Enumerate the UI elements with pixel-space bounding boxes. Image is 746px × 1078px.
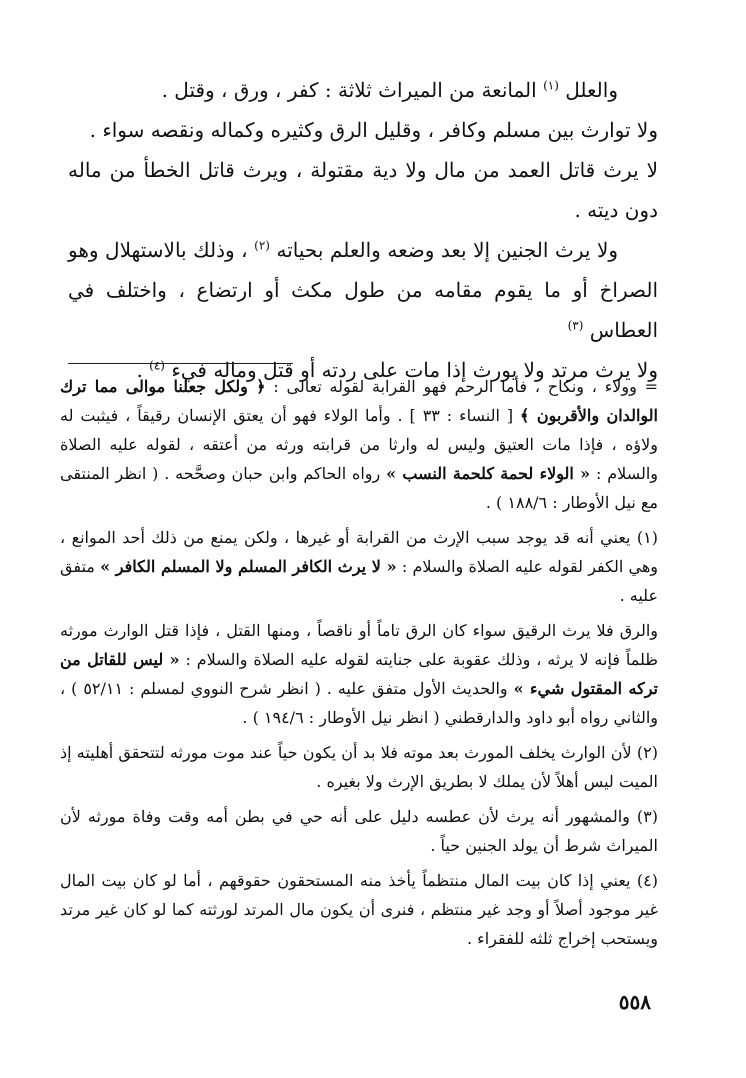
footnote-1: (١) يعني أنه قد يوجد سبب الإرث من القرابة أو غيرها ، ولكن يمنع من ذلك أحد الموانع ، وهي الكفر لقوله عليه الصلاة والسلام : « لا يرث الكافر المسلم ولا المسلم الكافر » متفق عليه . xyxy=(60,528,659,605)
footnote-ref-4: (٤) xyxy=(149,358,165,373)
footnote-divider xyxy=(68,363,293,364)
main-paragraph-5: ولا يرث مرتد ولا يورث إذا مات على ردته أو قتل وماله فيء $^{(٤)}$ . xyxy=(136,358,658,382)
footnotes xyxy=(60,372,658,959)
footnote-ref-3: (٣) xyxy=(567,318,584,333)
main-paragraph-1: والعلل $^{(١)}$ المانعة من الميراث ثلاثة : كفر ، ورق ، وقتل . xyxy=(161,78,618,102)
footnote-1-continued: والرق فلا يرث الرقيق سواء كان الرق تاماً أو ناقصاً ، ومنها القتل ، فإذا قتل الوارث مورثه ظلماً فإنه لا يرثه ، وذلك عقوبة على جنايته لقوله عليه الصلاة والسلام : « ليس للقاتل من تركه المقتول شيء » والحديث الأول متفق عليه . ( انظر شرح النووي لمسلم : ٥٢/١١ ) ، والثاني رواه أبو داود والدارقطني ( انظر نيل الأوطار : ١٩٤/٦ ) . xyxy=(60,621,659,727)
hadith-quote: « الولاء لحمة كلحمة النسب » xyxy=(386,464,591,483)
hadith-quote: « ليس للقاتل من تركه المقتول شيء » xyxy=(60,650,659,698)
footnote-2: (٢) لأن الوارث يخلف المورث بعد موته فلا بد أن يكون حياً عند موت مورثه لتتحقق أهليته إذ الميت ليس أهلاً لأن يملك لا بطريق الإرث ولا بغيره . xyxy=(60,743,658,791)
page-number: ٥٥٨ xyxy=(618,990,651,1014)
footnote-ref-2: (٢) xyxy=(254,238,270,253)
footnote-4: (٤) يعني إذا كان بيت المال منتظماً يأخذ منه المستحقون حقوقهم ، أما لو كان بيت المال غير موجود أصلاً أو وجد غير منتظم ، فنرى أن يكون مال المرتد لورثته كما لو كان غير مرتد ويستحب إخراج ثلثه للفقراء . xyxy=(60,871,658,948)
main-paragraph-3: لا يرث قاتل العمد من مال ولا دية مقتولة ، ويرث قاتل الخطأ من ماله دون ديته . xyxy=(68,158,658,222)
quran-verse: ﴿ ولكل جعلنا موالى مما ترك الوالدان والأقربون ﴾ xyxy=(60,377,658,425)
main-paragraph-2: ولا توارث بين مسلم وكافر ، وقليل الرق وكثيره وكماله ونقصه سواء . xyxy=(89,118,658,142)
hadith-quote: « لا يرث الكافر المسلم ولا المسلم الكافر » xyxy=(100,557,397,576)
main-text xyxy=(68,70,658,390)
footnote-ref-1: (١) xyxy=(543,78,559,93)
main-paragraph-4: ولا يرث الجنين إلا بعد وضعه والعلم بحياته $^{(٢)}$ ، وذلك بالاستهلال وهو الصراخ أو ما يقوم مقامه من طول مكث أو ارتضاع ، واختلف في العطاس $^{(٣)}$ xyxy=(68,238,658,342)
footnote-3: (٣) والمشهور أنه يرث لأن عطسه دليل على أنه حي في بطن أمه وقت وفاة مورثه لأن الميراث شرط أن يولد الجنين حياً . xyxy=(60,807,658,855)
footnote-continuation: = وولاء ، ونكاح ، فأما الرحم فهو القرابة لقوله تعالى : ﴿ ولكل جعلنا موالى مما ترك الوالدان والأقربون ﴾ [ النساء : ٣٣ ] . وأما الولاء فهو أن يعتق الإنسان رقيقاً ، فيثبت له ولاؤه ، فإذا مات العتيق وليس له وارثا من قرابته ورثه من أعتقه ، لقوله عليه الصلاة والسلام : « الولاء لحمة كلحمة النسب » رواه الحاكم وابن حبان وصحَّحه . ( انظر المنتقى مع نيل الأوطار : ١٨٨/٦ ) . xyxy=(60,377,659,512)
